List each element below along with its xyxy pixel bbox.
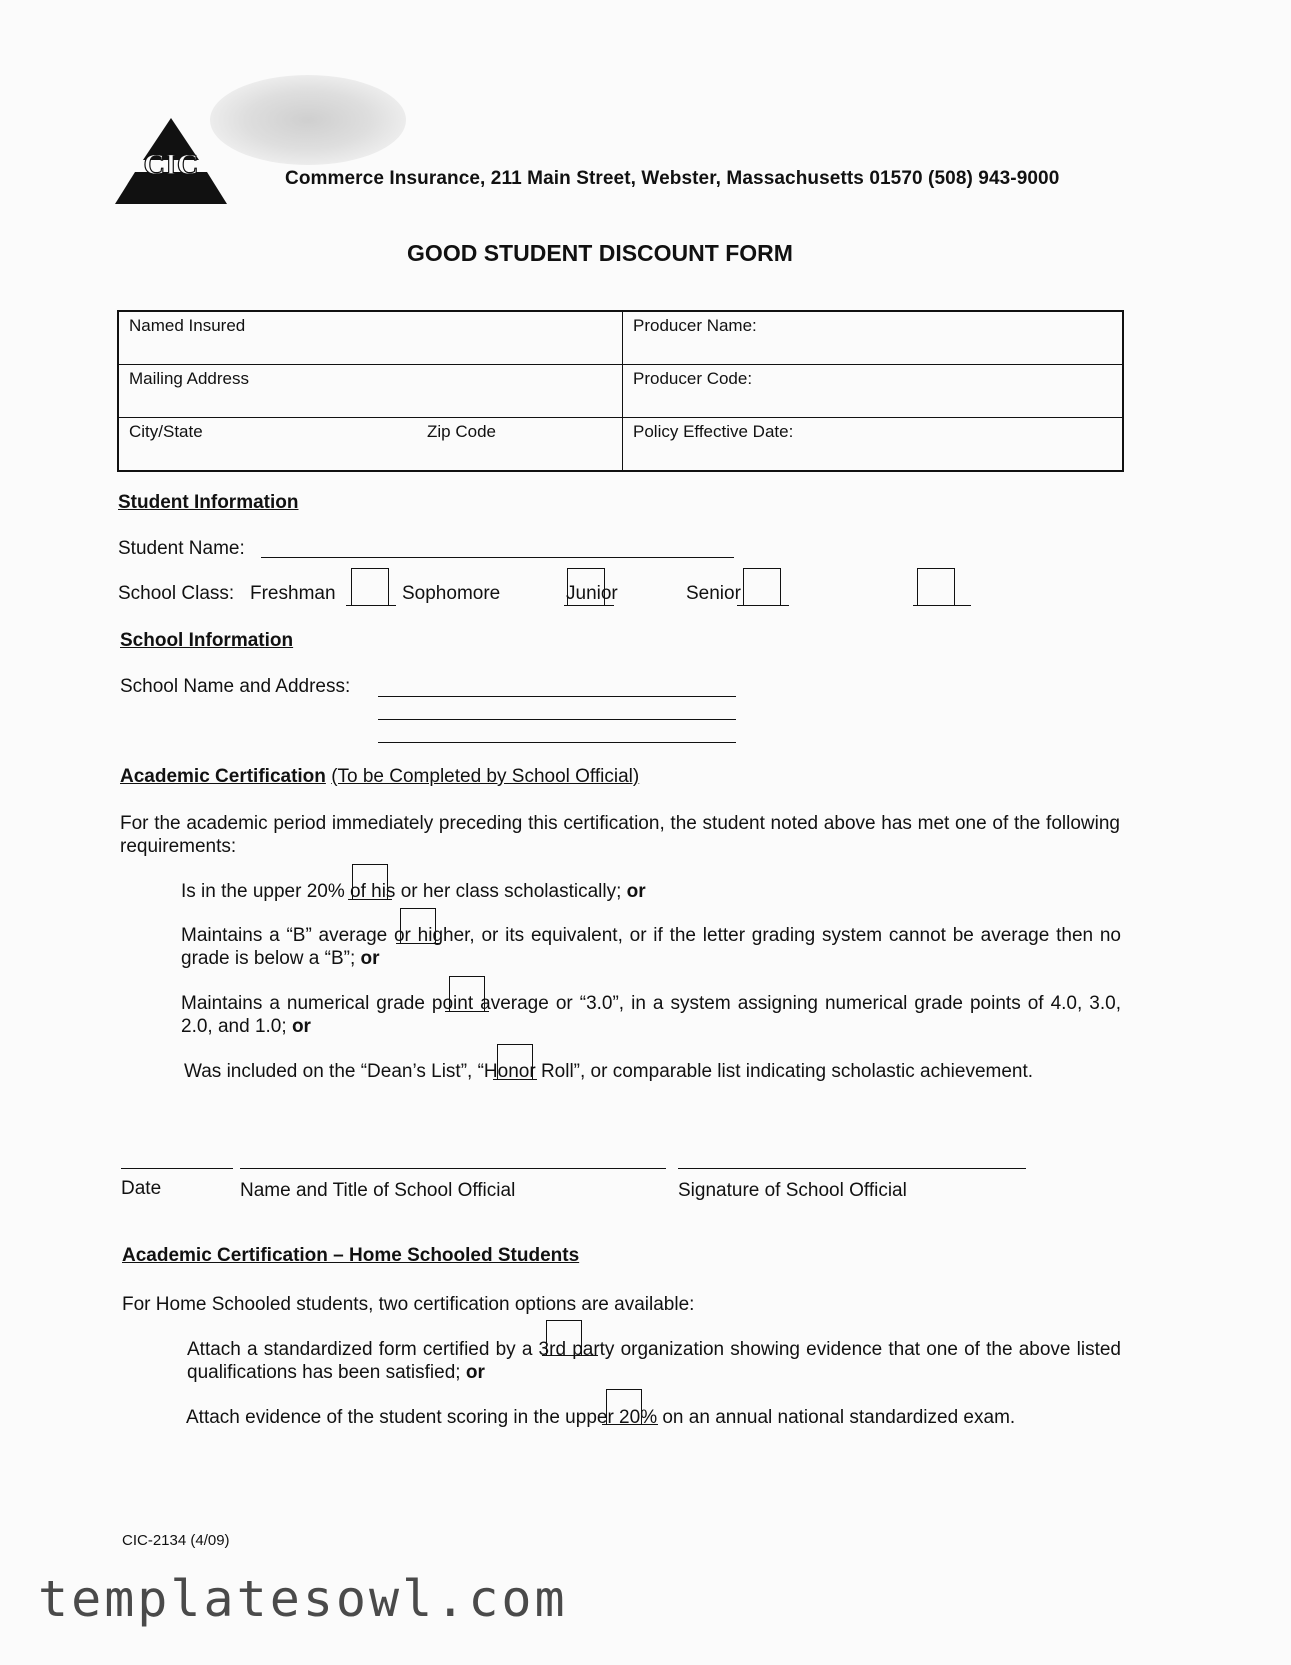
signature-label: Signature of School Official [678,1180,907,1201]
academic-cert-note: (To be Completed by School Official) [331,766,640,787]
stamp-smudge [210,75,406,165]
date-line[interactable] [121,1168,233,1169]
req-b-average-text [181,924,1121,970]
class-freshman-label: Freshman [250,583,336,604]
form-code: CIC-2134 (4/09) [122,1532,230,1549]
req-upper-20-label: Is in the upper 20% of his or her class scholastically; [181,881,622,902]
named-insured-field[interactable] [118,311,623,365]
req-gpa-text [181,992,1121,1038]
zip-code-label: Zip Code [427,422,496,441]
producer-code-field[interactable] [623,365,1124,418]
city-state-zip-field[interactable] [118,418,623,472]
class-senior-checkbox[interactable] [913,568,971,606]
policy-effective-date-field[interactable] [623,418,1124,472]
req-gpa-or: or [291,1016,311,1037]
signature-line[interactable] [678,1168,1026,1169]
home-opt-standardized-form-label: Attach a standardized form certified by a 3rd party organization showing evidence that one of the above listed qualifications has been satisfied; [187,1339,1121,1383]
req-b-average-or: or [360,948,380,969]
company-logo [115,118,227,210]
req-gpa-label: Maintains a numerical grade point average or “3.0”, in a system assigning numerical grade points of 4.0, 3.0, 2.0, and 1.0; [181,993,1121,1037]
city-state-label: City/State [129,422,203,441]
student-name-label: Student Name: [118,538,245,559]
producer-name-field[interactable] [623,311,1124,365]
date-label: Date [121,1178,162,1199]
named-insured-label: Named Insured [129,316,246,335]
school-name-address-label: School Name and Address: [120,676,351,697]
school-info-heading: School Information [120,630,294,651]
policy-info-table [117,310,1124,472]
class-senior-label: Senior [686,583,741,604]
home-school-heading: Academic Certification – Home Schooled Students [122,1245,580,1266]
academic-cert-intro: For the academic period immediately preceding this certification, the student noted above has met one of the following requirements: [120,813,1120,857]
home-opt-standardized-form-or: or [465,1362,485,1383]
school-address-line-1[interactable] [378,696,736,697]
producer-name-label: Producer Name: [633,316,757,335]
student-info-heading: Student Information [118,492,299,513]
req-b-average-label: Maintains a “B” average or higher, or its equivalent, or if the letter grading system cannot be average then no grade is below a “B”; [181,925,1121,969]
company-address-line: Commerce Insurance, 211 Main Street, Webster, Massachusetts 01570 (508) 943-9000 [285,168,1060,189]
class-junior-label: Junior [566,583,618,604]
policy-effective-date-label: Policy Effective Date: [633,422,794,441]
req-upper-20-text [181,880,1121,903]
student-name-line[interactable] [261,557,734,558]
watermark: templatesowl.com [38,1570,568,1628]
academic-cert-heading-row [120,766,639,788]
official-name-line[interactable] [240,1168,666,1169]
logo-text: CIC [143,148,199,181]
req-deans-list-text: Was included on the “Dean’s List”, “Honor Roll”, or comparable list indicating scholastic achievement. [184,1061,1034,1082]
academic-cert-heading: Academic Certification [120,766,326,787]
req-upper-20-or: or [626,881,646,902]
form-title: GOOD STUDENT DISCOUNT FORM [407,240,793,266]
class-freshman-checkbox[interactable] [346,568,396,606]
home-opt-standardized-form-text [187,1338,1121,1384]
mailing-address-field[interactable] [118,365,623,418]
school-address-line-2[interactable] [378,719,736,720]
class-junior-checkbox[interactable] [737,568,789,606]
home-opt-exam-text: Attach evidence of the student scoring in the upper 20% on an annual national standardized exam. [186,1407,1016,1428]
school-address-line-3[interactable] [378,742,736,743]
producer-code-label: Producer Code: [633,369,753,388]
home-school-intro: For Home Schooled students, two certification options are available: [122,1294,695,1315]
official-name-label: Name and Title of School Official [240,1180,516,1201]
school-class-label: School Class: [118,583,235,604]
mailing-address-label: Mailing Address [129,369,250,388]
class-sophomore-label: Sophomore [402,583,501,604]
